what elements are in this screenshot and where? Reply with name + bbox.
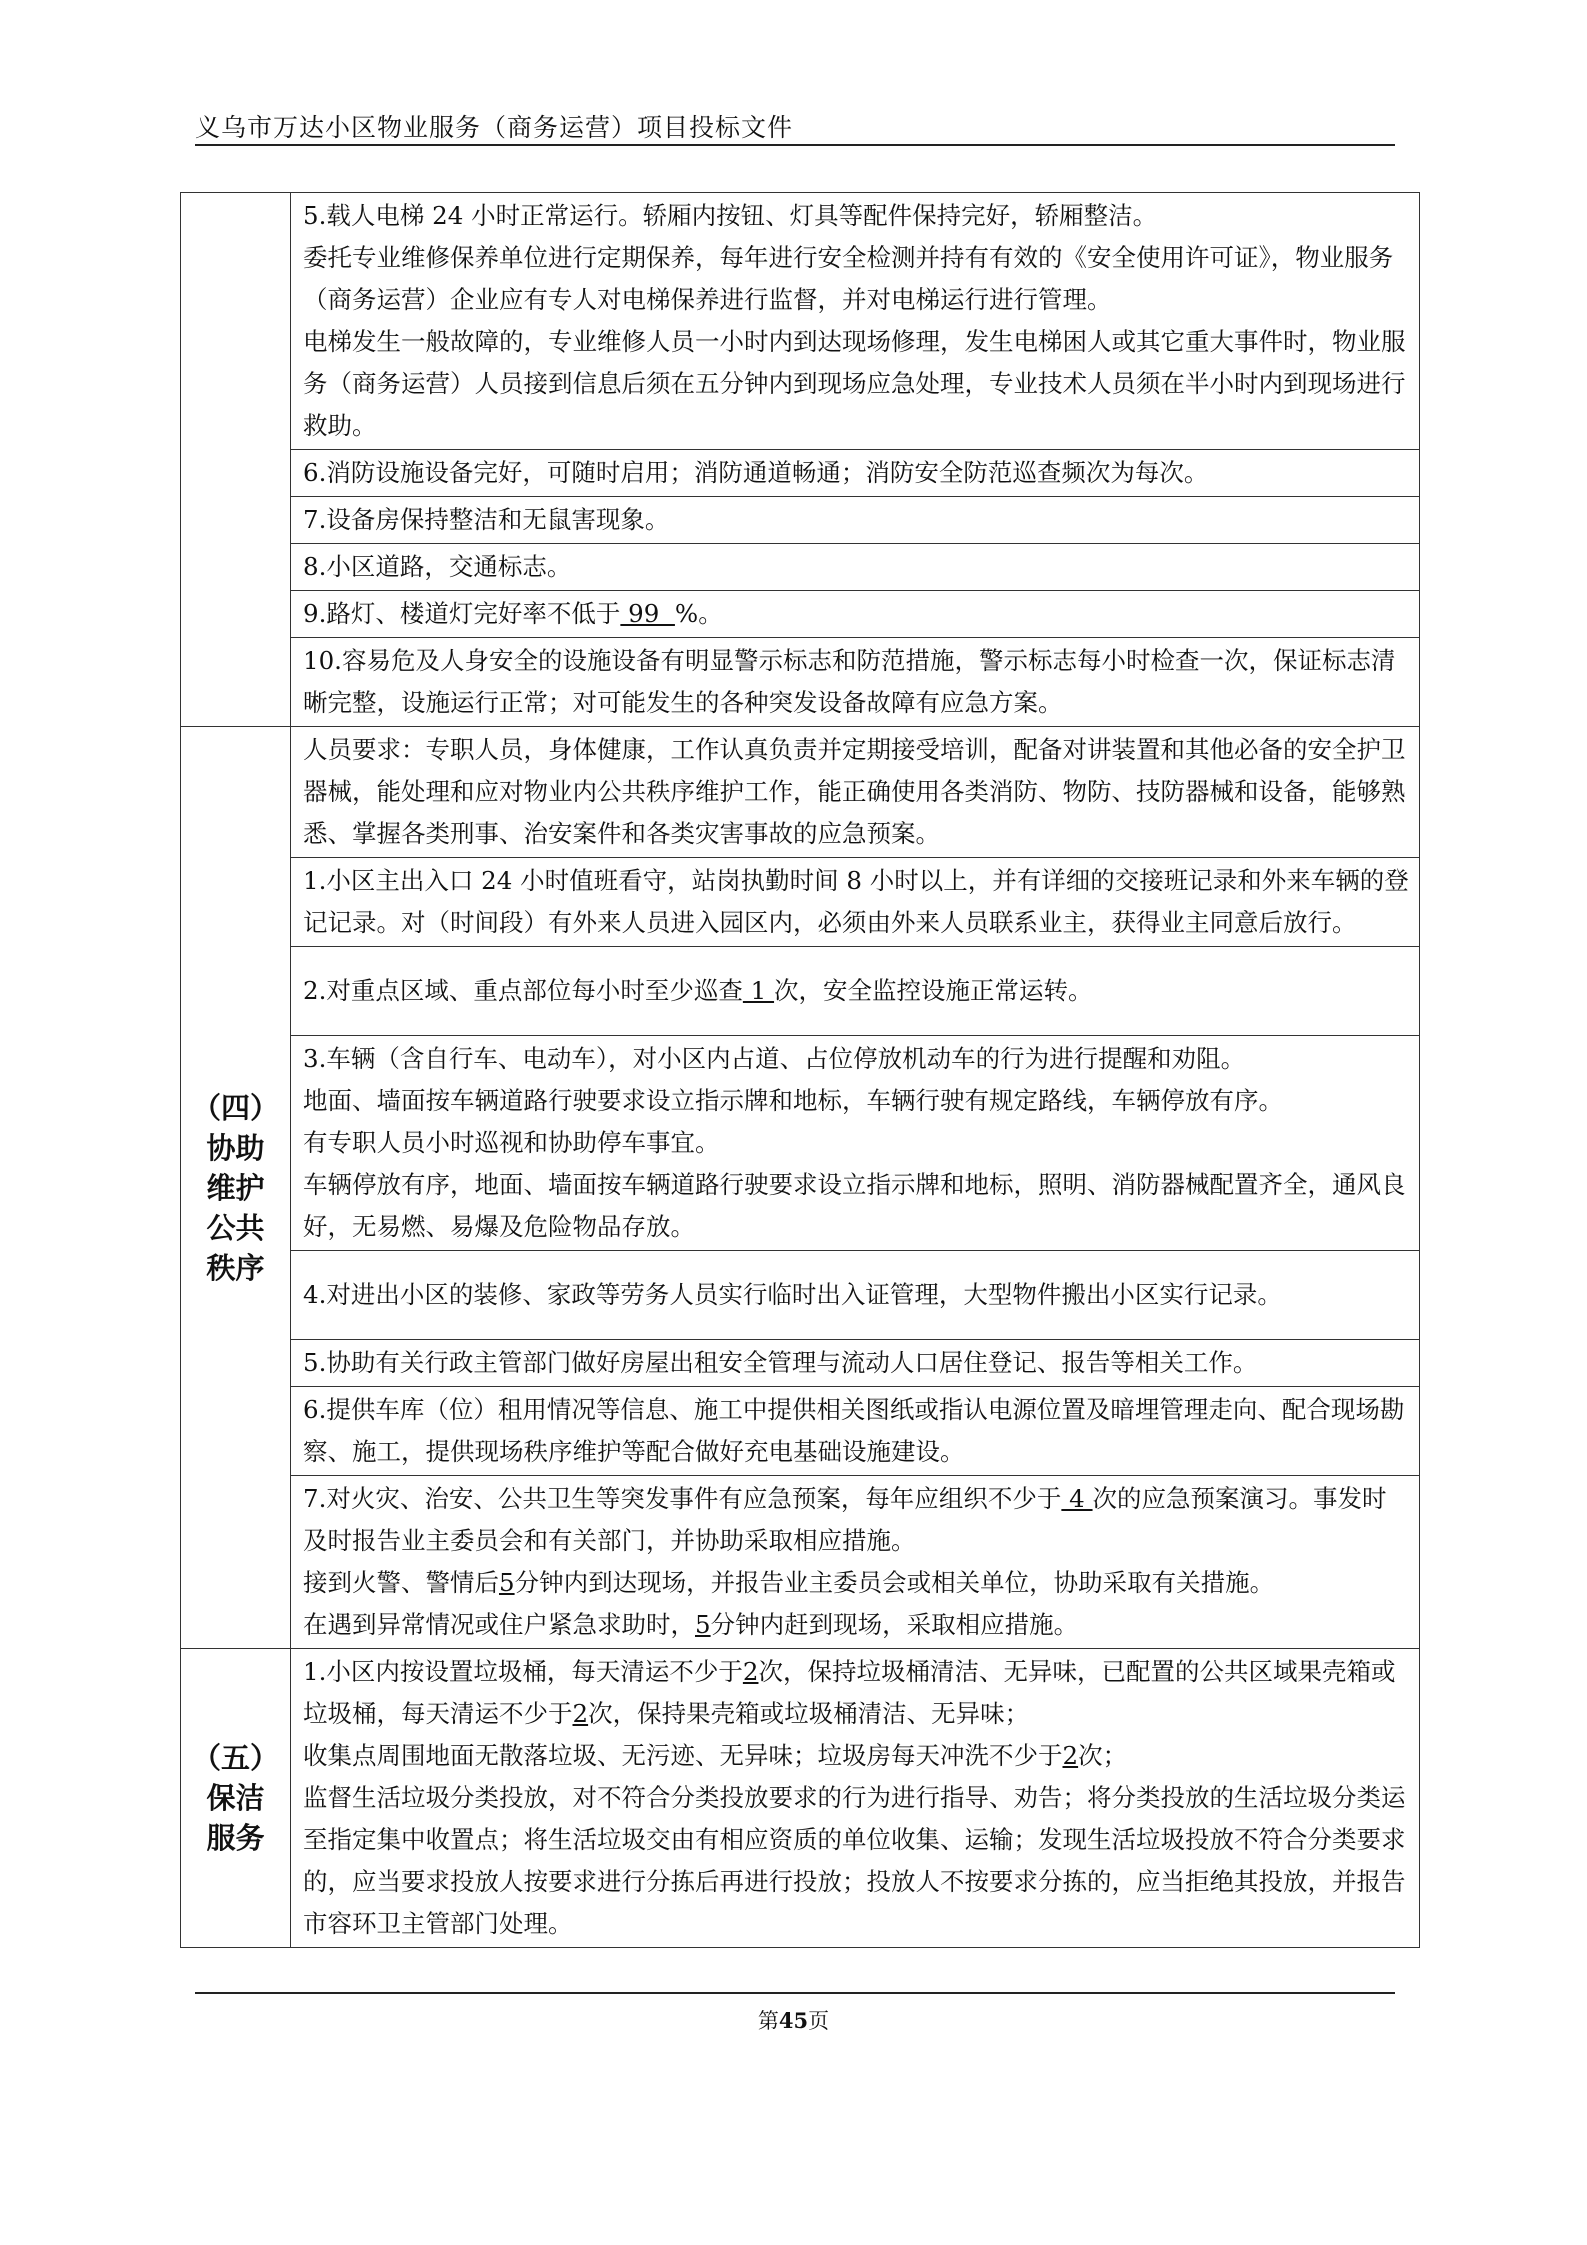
garbage-text-1 <box>303 1651 1409 1735</box>
table-row <box>181 1649 1420 1948</box>
equipment-room-item: 7.设备房保持整洁和无鼠害现象。 <box>291 497 1420 544</box>
lighting-rate-pre: 9.路灯、楼道灯完好率不低于 <box>303 599 621 628</box>
garbage-room-wash-count: 2 <box>1062 1741 1079 1770</box>
table-row <box>181 947 1420 1036</box>
vehicle-text-4: 车辆停放有序，地面、墙面按车辆道路行驶要求设立指示牌和地标，照明、消防器械配置齐全，通风良好，无易燃、易爆及危险物品存放。 <box>303 1170 1406 1241</box>
public-bin-clearance-count: 2 <box>572 1699 589 1728</box>
service-standards-table <box>180 192 1420 1948</box>
emergency-text-3-pre: 在遇到异常情况或住户紧急求助时， <box>303 1610 695 1639</box>
lighting-rate-post: %。 <box>674 599 723 628</box>
garbage-text-1-pre: 1.小区内按设置垃圾桶，每天清运不少于 <box>303 1657 743 1686</box>
table-row <box>181 497 1420 544</box>
garbage-text-2 <box>303 1735 1409 1777</box>
category-label-line: 协助 <box>206 1130 265 1165</box>
category-cell-public-order <box>181 727 291 1649</box>
emergency-text-2-post: 分钟内到达现场，并报告业主委员会或相关单位，协助采取有关措施。 <box>514 1568 1275 1597</box>
document-header-title: 义乌市万达小区物业服务（商务运营）项目投标文件 <box>195 113 794 142</box>
category-label-line: 服务 <box>206 1821 265 1855</box>
category-label-line: （五） <box>191 1741 279 1775</box>
elevator-item-title: 5.载人电梯 24 小时正常运行。轿厢内按钮、灯具等配件保持完好，轿厢整洁。 <box>303 201 1158 230</box>
personnel-requirement: 人员要求：专职人员，身体健康，工作认真负责并定期接受培训，配备对讲装置和其他必备的安全护卫器械，能处理和应对物业内公共秩序维护工作，能正确使用各类消防、物防、技防器械和设备，能够熟悉、掌握各类刑事、治安案件和各类灾害事故的应急预案。 <box>291 727 1420 858</box>
table-row <box>181 858 1420 947</box>
table-row <box>181 638 1420 727</box>
garbage-item <box>291 1649 1420 1948</box>
table-row <box>181 544 1420 591</box>
table-row <box>181 727 1420 858</box>
emergency-text-3 <box>303 1604 1409 1646</box>
vehicle-item <box>291 1036 1420 1251</box>
garbage-text-2-post: 次； <box>1078 1741 1128 1770</box>
emergency-text-1-post: 次的应急预案演习。事发时及时报告业主委员会和有关部门，并协助采取相应措施。 <box>303 1484 1387 1555</box>
page-number-prefix: 第 <box>757 2009 779 2033</box>
vehicle-text-2: 地面、墙面按车辆道路行驶要求设立指示牌和地标，车辆行驶有规定路线，车辆停放有序。 <box>303 1086 1283 1115</box>
emergency-plan-item <box>291 1476 1420 1649</box>
vehicle-text-1: 3.车辆（含自行车、电动车），对小区内占道、占位停放机动车的行为进行提醒和劝阻。 <box>303 1044 1246 1073</box>
elevator-fault-text: 电梯发生一般故障的，专业维修人员一小时内到达现场修理，发生电梯困人或其它重大事件时，物业服务（商务运营）人员接到信息后须在五分钟内到现场应急处理，专业技术人员须在半小时内到现场进行救助。 <box>303 327 1406 440</box>
rental-registration-item: 5.协助有关行政主管部门做好房屋出租安全管理与流动人口居住登记、报告等相关工作。 <box>291 1340 1420 1387</box>
table-row <box>181 1036 1420 1251</box>
header-divider <box>195 144 1395 146</box>
fire-response-minutes: 5 <box>499 1568 515 1597</box>
emergency-text-1 <box>303 1478 1409 1562</box>
warning-sign-item: 10.容易危及人身安全的设施设备有明显警示标志和防范措施，警示标志每小时检查一次，保证标志清晰完整，设施运行正常；对可能发生的各种突发设备故障有应急方案。 <box>291 638 1420 727</box>
emergency-text-1-pre: 7.对火灾、治安、公共卫生等突发事件有应急预案，每年应组织不少于 <box>303 1484 1062 1513</box>
category-label-line: 秩序 <box>206 1250 265 1285</box>
category-cell-continued <box>181 193 291 727</box>
emergency-text-2 <box>303 1562 1409 1604</box>
footer-divider <box>195 1992 1395 1994</box>
table-row <box>181 1340 1420 1387</box>
fire-facility-item: 6.消防设施设备完好，可随时启用；消防通道畅通；消防安全防范巡查频次为每次。 <box>291 450 1420 497</box>
page-number-suffix: 页 <box>808 2009 830 2033</box>
page-number <box>0 2005 1587 2035</box>
garbage-text-1-post: 次，保持果壳箱或垃圾桶清洁、无异味； <box>588 1699 1030 1728</box>
patrol-item <box>291 947 1420 1036</box>
patrol-post: 次，安全监控设施正常运转。 <box>774 976 1093 1005</box>
elevator-item <box>291 193 1420 450</box>
lighting-rate-value: 99 <box>620 599 675 628</box>
table-row <box>181 1251 1420 1340</box>
vehicle-text-3: 有专职人员小时巡视和协助停车事宜。 <box>303 1128 720 1157</box>
entrance-guard-item: 1.小区主出入口 24 小时值班看守，站岗执勤时间 8 小时以上，并有详细的交接班记录和外来车辆的登记记录。对（时间段）有外来人员进入园区内，必须由外来人员联系业主，获得业主同意后放行。 <box>291 858 1420 947</box>
category-label-line: 保洁 <box>206 1781 265 1815</box>
road-sign-item: 8.小区道路，交通标志。 <box>291 544 1420 591</box>
table-row <box>181 450 1420 497</box>
table-row <box>181 193 1420 450</box>
labor-pass-item: 4.对进出小区的装修、家政等劳务人员实行临时出入证管理，大型物件搬出小区实行记录。 <box>291 1251 1420 1340</box>
elevator-maintenance-text: 委托专业维修保养单位进行定期保养，每年进行安全检测并持有有效的《安全使用许可证》，物业服务（商务运营）企业应有专人对电梯保养进行监督，并对电梯运行进行管理。 <box>303 243 1394 314</box>
garbage-text-1-mid: 次，保持垃圾桶清洁、无异味，已配置的公共区域果壳箱或垃圾桶，每天清运不少于 <box>303 1657 1396 1728</box>
lighting-rate-item <box>291 591 1420 638</box>
table-row <box>181 1476 1420 1649</box>
garbage-text-2-pre: 收集点周围地面无散落垃圾、无污迹、无异味；垃圾房每天冲洗不少于 <box>303 1741 1063 1770</box>
emergency-response-minutes: 5 <box>695 1610 711 1639</box>
patrol-value: 1 <box>742 976 775 1005</box>
category-label-line: （四） <box>191 1090 279 1125</box>
category-label-line: 公共 <box>206 1210 265 1245</box>
table-row <box>181 591 1420 638</box>
charging-facility-item: 6.提供车库（位）租用情况等信息、施工中提供相关图纸或指认电源位置及暗埋管理走向、配合现场勘察、施工，提供现场秩序维护等配合做好充电基础设施建设。 <box>291 1387 1420 1476</box>
table-row <box>181 1387 1420 1476</box>
emergency-text-3-post: 分钟内赶到现场，采取相应措施。 <box>710 1610 1079 1639</box>
garbage-text-3: 监督生活垃圾分类投放，对不符合分类投放要求的行为进行指导、劝告；将分类投放的生活垃圾分类运至指定集中收置点；将生活垃圾交由有相应资质的单位收集、运输；发现生活垃圾投放不符合分类要求的，应当要求投放人按要求进行分拣后再进行投放；投放人不按要求分拣的，应当拒绝其投放，并报告市容环卫主管部门处理。 <box>303 1783 1406 1938</box>
page-number-value: 45 <box>778 2008 809 2033</box>
category-label-line: 维护 <box>206 1170 265 1205</box>
emergency-text-2-pre: 接到火警、警情后 <box>303 1568 499 1597</box>
category-cell-cleaning <box>181 1649 291 1948</box>
bin-clearance-count: 2 <box>742 1657 759 1686</box>
patrol-pre: 2.对重点区域、重点部位每小时至少巡查 <box>303 976 743 1005</box>
drill-count-value: 4 <box>1061 1484 1093 1513</box>
